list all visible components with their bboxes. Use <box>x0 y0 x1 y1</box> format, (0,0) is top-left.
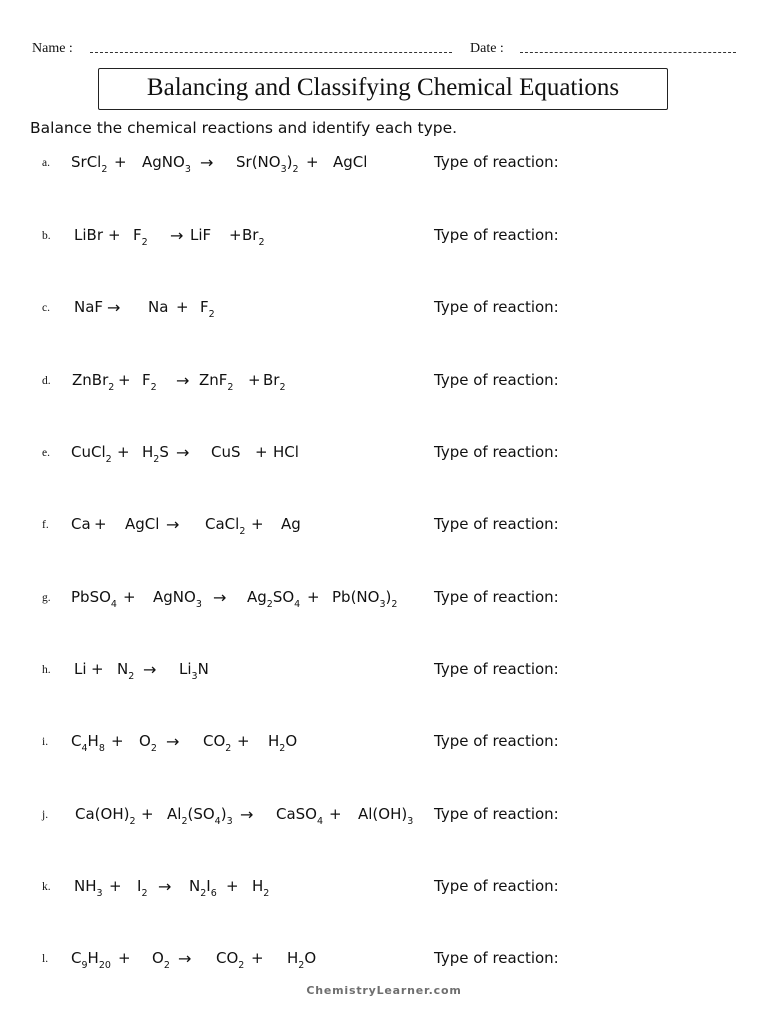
plus-sign: + <box>251 515 264 533</box>
reaction-type-label: Type of reaction: <box>434 732 559 750</box>
equation-row <box>0 805 768 841</box>
equation-letter: a. <box>42 157 50 169</box>
chemical-formula: Ca <box>71 515 91 533</box>
equation-row <box>0 588 768 624</box>
chemical-formula: $Br_2$ <box>263 371 286 393</box>
reaction-type-label: Type of reaction: <box>434 371 559 389</box>
plus-sign: + <box>248 371 261 389</box>
reaction-arrow-icon: → <box>166 732 180 751</box>
chemical-formula: AgNO$_3$ <box>153 588 202 610</box>
chemical-formula: PbSO$_4$ <box>71 588 117 610</box>
reaction-type-label: Type of reaction: <box>434 153 559 171</box>
equation-row <box>0 732 768 768</box>
name-date-bar <box>32 40 736 60</box>
equation-row <box>0 515 768 551</box>
chemical-formula: $Li_3N$ <box>179 660 209 682</box>
plus-sign: + <box>118 371 131 389</box>
equation-row <box>0 226 768 262</box>
plus-sign: + <box>251 949 264 967</box>
equation-row <box>0 298 768 334</box>
plus-sign: + <box>123 588 136 606</box>
reaction-arrow-icon: → <box>213 588 227 607</box>
plus-sign: + <box>114 153 127 171</box>
chemical-formula: $C_4H_8$ <box>71 732 105 754</box>
chemical-formula: $O_2$ <box>152 949 170 971</box>
date-label: Date : <box>470 41 504 56</box>
chemical-formula: $N_2I_6$ <box>189 877 217 899</box>
chemical-formula: ZnF$_2$ <box>199 371 234 393</box>
plus-sign: + <box>306 153 319 171</box>
chemical-formula: $Pb(NO_3)_2$ <box>332 588 398 610</box>
chemical-formula: LiF <box>190 226 212 244</box>
plus-sign: + <box>111 732 124 750</box>
chemical-formula: $Ca(OH)_2$ <box>75 805 136 827</box>
reaction-type-label: Type of reaction: <box>434 226 559 244</box>
chemical-formula: SrCl$_2$ <box>71 153 108 175</box>
chemical-formula: CuS <box>211 443 241 461</box>
reaction-arrow-icon: → <box>176 443 190 462</box>
chemical-formula: AgNO$_3$ <box>142 153 191 175</box>
chemical-formula: NaF <box>74 298 104 316</box>
chemical-formula: HCl <box>273 443 299 461</box>
reaction-arrow-icon: → <box>107 298 121 317</box>
reaction-arrow-icon: → <box>200 153 214 172</box>
equation-row <box>0 443 768 479</box>
plus-sign: + <box>141 805 154 823</box>
chemical-formula: $H_2$ <box>252 877 270 899</box>
equation-row <box>0 371 768 407</box>
chemical-formula: AgCl <box>333 153 368 171</box>
plus-sign: + <box>229 226 242 244</box>
equation-letter: l. <box>42 953 49 965</box>
chemical-formula: $Sr(NO_3)_2$ <box>236 153 299 175</box>
chemical-formula: Li <box>74 660 87 678</box>
reaction-arrow-icon: → <box>170 226 184 245</box>
chemical-formula: $CO_2$ <box>203 732 232 754</box>
name-label: Name : <box>32 41 73 56</box>
plus-sign: + <box>226 877 239 895</box>
plus-sign: + <box>307 588 320 606</box>
reaction-arrow-icon: → <box>176 371 190 390</box>
equation-letter: k. <box>42 881 51 893</box>
plus-sign: + <box>255 443 268 461</box>
chemical-formula: Ag <box>281 515 301 533</box>
title-box <box>98 68 668 110</box>
chemical-formula: CaCl$_2$ <box>205 515 246 537</box>
reaction-arrow-icon: → <box>240 805 254 824</box>
chemical-formula: CuCl$_2$ <box>71 443 112 465</box>
equation-letter: h. <box>42 664 51 676</box>
chemical-formula: $H_2O$ <box>268 732 298 754</box>
chemical-formula: AgCl <box>125 515 160 533</box>
reaction-type-label: Type of reaction: <box>434 660 559 678</box>
reaction-type-label: Type of reaction: <box>434 443 559 461</box>
chemical-formula: $Br_2$ <box>242 226 265 248</box>
name-line[interactable] <box>90 52 452 53</box>
chemical-formula: $H_2O$ <box>287 949 317 971</box>
equation-letter: b. <box>42 230 51 242</box>
equation-letter: e. <box>42 447 50 459</box>
equation-letter: c. <box>42 302 50 314</box>
plus-sign: + <box>176 298 189 316</box>
equation-row <box>0 949 768 985</box>
chemical-formula: Na <box>148 298 169 316</box>
chemical-formula: LiBr <box>74 226 103 244</box>
plus-sign: + <box>118 949 131 967</box>
chemical-formula: $F_2$ <box>142 371 157 393</box>
chemical-formula: $F_2$ <box>133 226 148 248</box>
plus-sign: + <box>94 515 107 533</box>
chemical-formula: ZnBr$_2$ <box>72 371 115 393</box>
chemical-formula: $Ag_2SO_4$ <box>247 588 301 610</box>
equation-letter: j. <box>42 809 49 821</box>
chemical-formula: $I_2$ <box>137 877 148 899</box>
footer-brand: ChemistryLearner.com <box>306 984 462 997</box>
reaction-arrow-icon: → <box>158 877 172 896</box>
reaction-type-label: Type of reaction: <box>434 515 559 533</box>
plus-sign: + <box>117 443 130 461</box>
date-line[interactable] <box>520 52 736 53</box>
chemical-formula: $CO_2$ <box>216 949 245 971</box>
reaction-type-label: Type of reaction: <box>434 805 559 823</box>
equation-letter: d. <box>42 375 51 387</box>
chemical-formula: $Al(OH)_3$ <box>358 805 414 827</box>
instructions: Balance the chemical reactions and identify each type. <box>30 119 458 137</box>
plus-sign: + <box>109 877 122 895</box>
plus-sign: + <box>91 660 104 678</box>
chemical-formula: $Al_2(SO_4)_3$ <box>167 805 233 827</box>
reaction-arrow-icon: → <box>166 515 180 534</box>
reaction-type-label: Type of reaction: <box>434 877 559 895</box>
equation-letter: g. <box>42 592 51 604</box>
chemical-formula: $H_2S$ <box>142 443 169 465</box>
reaction-type-label: Type of reaction: <box>434 588 559 606</box>
plus-sign: + <box>108 226 121 244</box>
chemical-formula: CaSO$_4$ <box>276 805 324 827</box>
plus-sign: + <box>237 732 250 750</box>
plus-sign: + <box>329 805 342 823</box>
chemical-formula: $O_2$ <box>139 732 157 754</box>
equation-row <box>0 660 768 696</box>
reaction-type-label: Type of reaction: <box>434 949 559 967</box>
reaction-arrow-icon: → <box>143 660 157 679</box>
chemical-formula: $C_9H_{20}$ <box>71 949 111 971</box>
page-title: Balancing and Classifying Chemical Equations <box>146 74 620 101</box>
chemical-formula: $NH_3$ <box>74 877 103 899</box>
reaction-arrow-icon: → <box>178 949 192 968</box>
chemical-formula: $N_2$ <box>117 660 135 682</box>
chemical-formula: $F_2$ <box>200 298 215 320</box>
equation-letter: f. <box>42 519 49 531</box>
equation-row <box>0 153 768 189</box>
equation-row <box>0 877 768 913</box>
reaction-type-label: Type of reaction: <box>434 298 559 316</box>
equation-letter: i. <box>42 736 49 748</box>
